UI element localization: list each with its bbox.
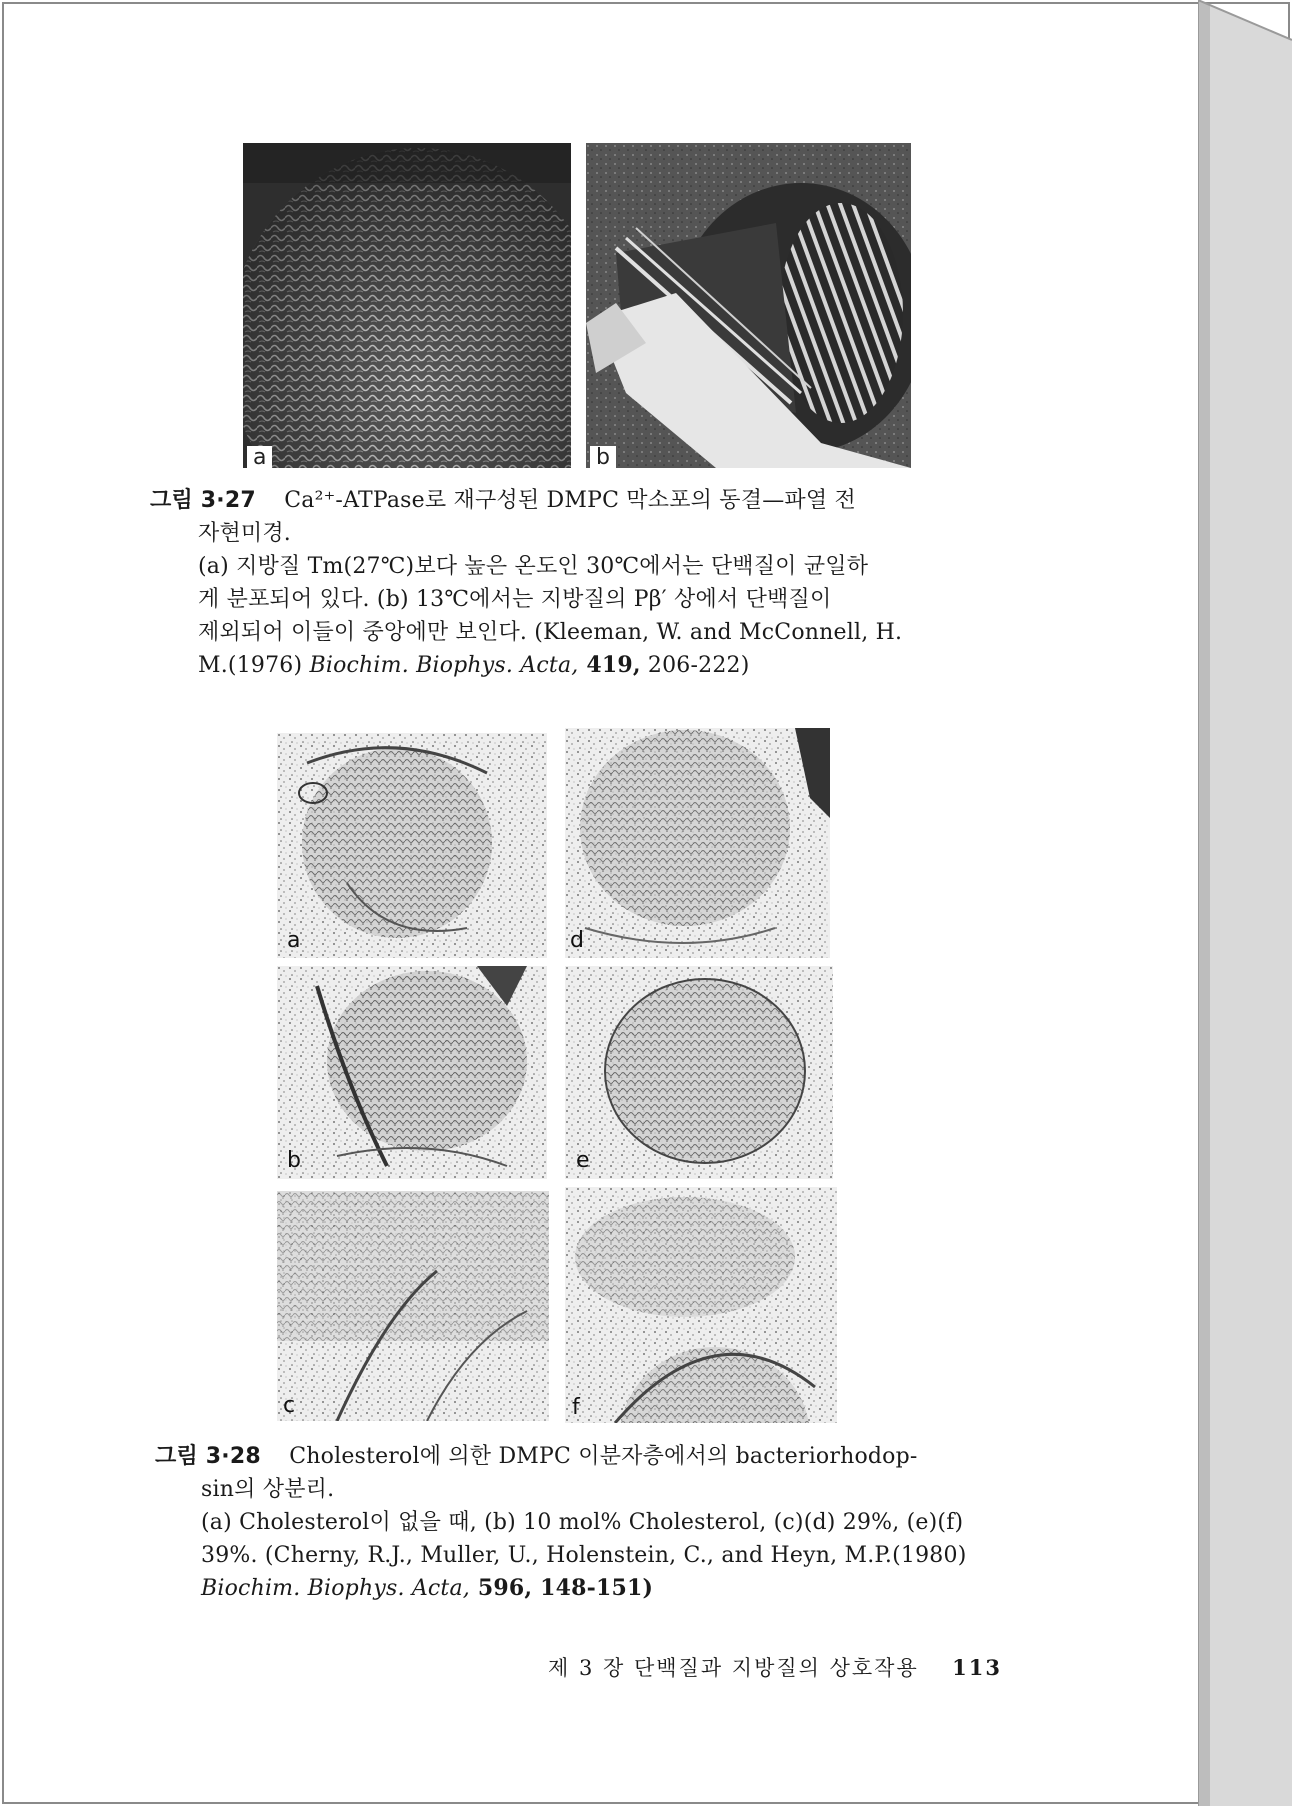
figure-327-body-line1: (a) 지방질 Tm(27℃)보다 높은 온도인 30℃에서는 단백질이 균일하 — [198, 554, 869, 579]
figure-327-ref-prefix: M.(1976) — [198, 653, 310, 678]
figure-328-panel-d-label: d — [570, 928, 584, 953]
figure-328-ref-journal: Biochim. Biophys. Acta, — [201, 1576, 470, 1601]
figure-328-panel-a-label: a — [287, 928, 301, 953]
page-stack-edge — [1198, 0, 1292, 1806]
figure-328-panel-a — [277, 733, 547, 958]
figure-328-panel-b-label: b — [287, 1148, 301, 1173]
figure-328-panel-c — [277, 1191, 549, 1421]
figure-328-panel-d — [565, 728, 830, 958]
figure-327-ref-pages: 206-222) — [640, 653, 750, 678]
figure-327-ref-journal: Biochim. Biophys. Acta, — [309, 653, 579, 678]
figure-327-body-line3: 제외되어 이들이 중앙에만 보인다. (Kleeman, W. and McConnell, H. — [198, 620, 903, 645]
figure-327-panel-a-label: a — [247, 446, 272, 471]
figure-328-caption — [155, 1440, 966, 1605]
figure-328-body-line1: (a) Cholesterol이 없을 때, (b) 10 mol% Cholesterol, (c)(d) 29%, (e)(f) — [201, 1510, 964, 1535]
figure-327-title: Ca²⁺-ATPase로 재구성된 DMPC 막소포의 동결—파열 전 — [284, 488, 856, 513]
figure-327-panel-b-label: b — [590, 446, 616, 471]
figure-327-caption — [150, 484, 902, 682]
figure-327-title-line2: 자현미경. — [198, 521, 292, 546]
figure-328-title: Cholesterol에 의한 DMPC 이분자층에서의 bacteriorhodop- — [289, 1444, 918, 1469]
figure-327-panel-a — [243, 143, 571, 468]
figure-327-panel-b — [586, 143, 911, 468]
chapter-title: 제 3 장 단백질과 지방질의 상호작용 — [548, 1656, 919, 1680]
figure-328-panel-f-label: f — [572, 1395, 580, 1420]
figure-328-body-line2: 39%. (Cherny, R.J., Muller, U., Holenstein, C., and Heyn, M.P.(1980) — [201, 1543, 967, 1568]
figure-327-ref-volume: 419, — [578, 652, 641, 678]
figure-327-number: 그림 3·27 — [150, 488, 256, 513]
figure-327-body-line2: 게 분포되어 있다. (b) 13℃에서는 지방질의 Pβ′ 상에서 단백질이 — [198, 587, 832, 612]
page-number: 113 — [952, 1655, 1002, 1680]
figure-328-panel-f — [565, 1187, 837, 1423]
figure-328-panel-e-label: e — [576, 1148, 590, 1173]
figure-328-panel-b — [277, 966, 547, 1179]
figure-328-panel-e — [565, 966, 833, 1179]
figure-328-number: 그림 3·28 — [155, 1444, 261, 1469]
figure-328-title-row — [155, 1440, 966, 1473]
figure-328-panel-c-label: c — [283, 1393, 296, 1418]
figure-328-reference — [155, 1572, 966, 1605]
figure-327-title-row — [150, 484, 902, 517]
figure-327-reference — [150, 649, 902, 682]
figure-328-ref-volume: 596, 148-151) — [470, 1575, 654, 1601]
figure-328-title-line2: sin의 상분리. — [201, 1477, 335, 1502]
page-footer — [548, 1652, 1002, 1682]
